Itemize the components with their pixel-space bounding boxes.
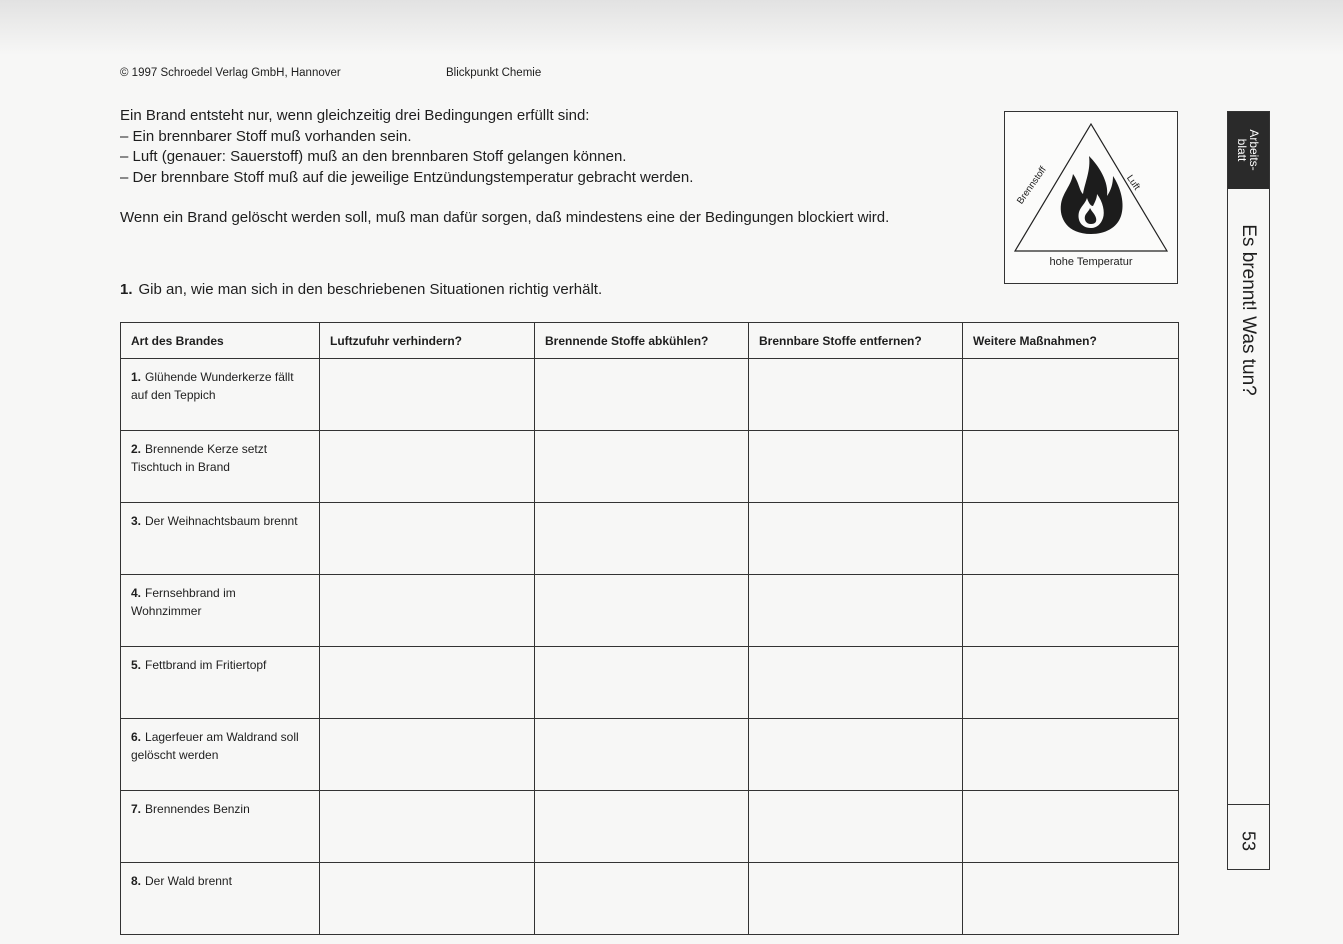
table-row [121, 431, 1179, 503]
situation-cell [121, 791, 320, 863]
worksheet-title: Es brennt! Was tun? [1238, 224, 1259, 396]
answer-cell[interactable] [535, 575, 749, 647]
situation-number: 8. [131, 874, 142, 888]
answer-cell[interactable] [320, 791, 535, 863]
answer-cell[interactable] [535, 647, 749, 719]
header-fire-type: Art des Brandes [121, 323, 320, 359]
situation-number: 4. [131, 586, 142, 600]
table-row [121, 575, 1179, 647]
page-number: 53 [1238, 830, 1259, 852]
answer-cell[interactable] [963, 719, 1179, 791]
header-block-air: Luftzufuhr verhindern? [320, 323, 535, 359]
answer-cell[interactable] [320, 647, 535, 719]
answer-cell[interactable] [963, 791, 1179, 863]
table-row [121, 503, 1179, 575]
answer-cell[interactable] [749, 791, 963, 863]
answer-cell[interactable] [535, 719, 749, 791]
table-row [121, 863, 1179, 935]
table-row [121, 791, 1179, 863]
situation-text: Fettbrand im Fritiertopf [145, 658, 267, 672]
book-title: Blickpunkt Chemie [446, 67, 542, 79]
table-row [121, 359, 1179, 431]
answer-cell[interactable] [535, 431, 749, 503]
situation-cell [121, 647, 320, 719]
situation-text: Fernsehbrand im Wohnzimmer [131, 586, 236, 618]
intro-line: – Ein brennbarer Stoff muß vorhanden sein. [120, 127, 412, 145]
situation-text: Der Weihnachtsbaum brennt [145, 514, 298, 528]
answer-cell[interactable] [963, 647, 1179, 719]
situation-text: Brennende Kerze setzt Tischtuch in Brand [131, 442, 268, 474]
answer-cell[interactable] [749, 431, 963, 503]
situation-text: Lagerfeuer am Waldrand soll gelöscht werden [131, 730, 299, 762]
fuel-label: Brennstoff [1015, 164, 1049, 207]
situation-cell [121, 719, 320, 791]
answer-cell[interactable] [320, 359, 535, 431]
answer-cell[interactable] [963, 431, 1179, 503]
copyright-notice: © 1997 Schroedel Verlag GmbH, Hannover [120, 67, 341, 79]
table-row [121, 647, 1179, 719]
table-header-row [121, 323, 1179, 359]
answer-cell[interactable] [320, 503, 535, 575]
table-row [121, 719, 1179, 791]
answer-cell[interactable] [749, 647, 963, 719]
temperature-label: hohe Temperatur [1049, 256, 1133, 268]
situation-number: 2. [131, 442, 142, 456]
intro-text [120, 106, 889, 229]
answer-cell[interactable] [535, 863, 749, 935]
answer-cell[interactable] [749, 503, 963, 575]
scan-shadow [0, 0, 1343, 55]
situation-number: 3. [131, 514, 142, 528]
situation-text: Brennendes Benzin [145, 802, 250, 816]
answer-cell[interactable] [963, 503, 1179, 575]
air-label: Luft [1123, 173, 1143, 193]
fire-triangle-diagram [1004, 111, 1178, 284]
intro-line: – Luft (genauer: Sauerstoff) muß an den brennbaren Stoff gelangen können. [120, 148, 627, 165]
header-cool-down: Brennende Stoffe abkühlen? [535, 323, 749, 359]
situation-cell [121, 431, 320, 503]
answer-cell[interactable] [963, 575, 1179, 647]
situation-number: 6. [131, 730, 142, 744]
situation-number: 5. [131, 658, 142, 672]
answer-cell[interactable] [320, 719, 535, 791]
tab-divider [1228, 804, 1269, 805]
answer-cell[interactable] [749, 863, 963, 935]
header-remove-fuel: Brennbare Stoffe entfernen? [749, 323, 963, 359]
flame-icon [1061, 156, 1123, 234]
answer-cell[interactable] [535, 503, 749, 575]
situation-cell [121, 575, 320, 647]
worksheet-table [120, 322, 1179, 935]
task-text: Gib an, wie man sich in den beschriebenen Situationen richtig verhält. [138, 281, 603, 298]
answer-cell[interactable] [320, 863, 535, 935]
answer-cell[interactable] [963, 359, 1179, 431]
intro-conclusion: Wenn ein Brand gelöscht werden soll, muß man dafür sorgen, daß mindestens eine der Bedingungen blockiert wird. [120, 209, 890, 226]
intro-line: Ein Brand entsteht nur, wenn gleichzeitig drei Bedingungen erfüllt sind: [120, 107, 590, 124]
situation-number: 1. [131, 370, 142, 384]
answer-cell[interactable] [749, 719, 963, 791]
side-tab [1227, 111, 1270, 870]
answer-cell[interactable] [535, 791, 749, 863]
answer-cell[interactable] [749, 575, 963, 647]
answer-cell[interactable] [320, 431, 535, 503]
situation-text: Glühende Wunderkerze fällt auf den Teppich [131, 370, 294, 402]
intro-line: – Der brennbare Stoff muß auf die jeweilige Entzündungstemperatur gebracht werden. [120, 168, 694, 186]
answer-cell[interactable] [963, 863, 1179, 935]
situation-cell [121, 863, 320, 935]
answer-cell[interactable] [320, 575, 535, 647]
situation-number: 7. [131, 802, 142, 816]
task-number: 1. [120, 281, 133, 298]
situation-text: Der Wald brennt [145, 874, 232, 888]
answer-cell[interactable] [535, 359, 749, 431]
header-other-measures: Weitere Maßnahmen? [963, 323, 1179, 359]
situation-cell [121, 503, 320, 575]
worksheet-type-label: Arbeits- blatt [1235, 129, 1261, 171]
task-instruction [120, 281, 602, 298]
answer-cell[interactable] [749, 359, 963, 431]
situation-cell [121, 359, 320, 431]
